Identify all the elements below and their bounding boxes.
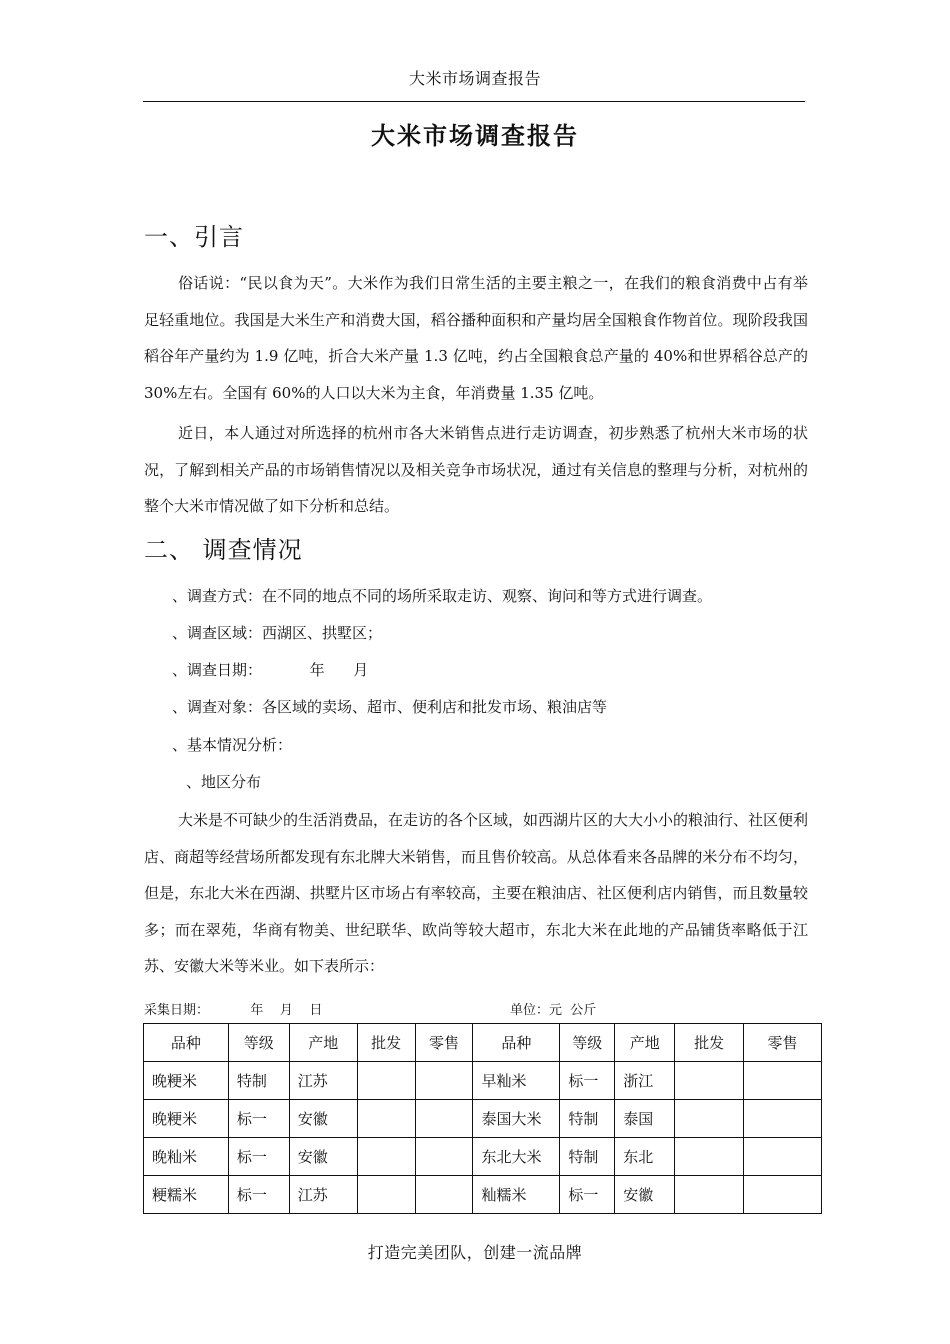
section-heading-intro: 一、引言 bbox=[144, 223, 244, 251]
table-cell: 东北大米 bbox=[473, 1138, 560, 1176]
table-cell bbox=[744, 1062, 822, 1100]
table-cell: 晚粳米 bbox=[144, 1100, 229, 1138]
table-cell bbox=[357, 1062, 415, 1100]
table-cell: 安徽 bbox=[289, 1100, 357, 1138]
column-header: 零售 bbox=[415, 1024, 473, 1062]
table-cell bbox=[744, 1100, 822, 1138]
table-cell: 特制 bbox=[228, 1062, 289, 1100]
table-cell: 标一 bbox=[560, 1062, 615, 1100]
table-cell: 晚粳米 bbox=[144, 1062, 229, 1100]
table-cell: 粳糯米 bbox=[144, 1176, 229, 1214]
table-cell: 浙江 bbox=[615, 1062, 675, 1100]
survey-item-region: 、调查区域：西湖区、拱墅区； bbox=[172, 624, 383, 642]
table-date-label: 采集日期： 年 月 日 bbox=[144, 1003, 323, 1018]
table-cell bbox=[415, 1100, 473, 1138]
table-cell bbox=[357, 1100, 415, 1138]
table-cell bbox=[744, 1138, 822, 1176]
table-cell bbox=[675, 1176, 744, 1214]
intro-paragraph-1: 俗话说：“民以食为天”。大米作为我们日常生活的主要主粮之一，在我们的粮食消费中占有举足轻重地位。我国是大米生产和消费大国，稻谷播种面积和产量均居全国粮食作物首位。现阶段我国稻谷年产量约为 1.9 亿吨，折合大米产量 1.3 亿吨，约占全国粮食总产量的 40%和世界稻谷总产的 30%左右。全国有 60%的人口以大米为主食，年消费量 1.35 亿吨。 bbox=[144, 274, 808, 402]
table-cell: 特制 bbox=[560, 1138, 615, 1176]
column-header: 品种 bbox=[144, 1024, 229, 1062]
column-header: 批发 bbox=[357, 1024, 415, 1062]
distribution-paragraph: 大米是不可缺少的生活消费品，在走访的各个区域，如西湖片区的大大小小的粮油行、社区便利店、商超等经营场所都发现有东北牌大米销售，而且售价较高。从总体看来各品牌的米分布不均匀，但是，东北大米在西湖、拱墅片区市场占有率较高，主要在粮油店、社区便利店内销售，而且数量较多；而在翠苑，华商有物美、世纪联华、欧尚等较大超市，东北大米在此地的产品铺货率略低于江苏、安徽大米等米业。如下表所示： bbox=[144, 811, 809, 976]
table-row bbox=[144, 1176, 822, 1214]
table-cell bbox=[357, 1176, 415, 1214]
table-cell: 籼糯米 bbox=[473, 1176, 560, 1214]
table-cell bbox=[415, 1176, 473, 1214]
survey-item-analysis: 、基本情况分析： bbox=[172, 736, 293, 754]
table-unit-label: 单位：元 公斤 bbox=[510, 1003, 597, 1018]
table-cell: 特制 bbox=[560, 1100, 615, 1138]
table-header-row bbox=[144, 1024, 822, 1062]
table-cell: 江苏 bbox=[289, 1062, 357, 1100]
table-cell: 东北 bbox=[615, 1138, 675, 1176]
column-header: 批发 bbox=[675, 1024, 744, 1062]
column-header: 品种 bbox=[473, 1024, 560, 1062]
survey-item-date: 、调查日期： 年 月 bbox=[172, 661, 369, 679]
table-cell bbox=[415, 1138, 473, 1176]
table-cell bbox=[675, 1138, 744, 1176]
rice-price-table bbox=[143, 1023, 822, 1214]
table-cell bbox=[415, 1062, 473, 1100]
survey-item-method: 、调查方式：在不同的地点不同的场所采取走访、观察、询问和等方式进行调查。 bbox=[172, 587, 713, 605]
table-cell: 标一 bbox=[228, 1100, 289, 1138]
table-cell bbox=[675, 1100, 744, 1138]
survey-subitem-distribution: 、地区分布 bbox=[186, 773, 262, 791]
table-cell: 江苏 bbox=[289, 1176, 357, 1214]
table-cell: 早籼米 bbox=[473, 1062, 560, 1100]
table-row bbox=[144, 1138, 822, 1176]
table-row bbox=[144, 1100, 822, 1138]
column-header: 产地 bbox=[615, 1024, 675, 1062]
header-divider bbox=[143, 101, 805, 102]
table-cell: 泰国 bbox=[615, 1100, 675, 1138]
table-row bbox=[144, 1062, 822, 1100]
column-header: 等级 bbox=[228, 1024, 289, 1062]
document-title: 大米市场调查报告 bbox=[371, 122, 579, 150]
section-heading-survey: 二、 调查情况 bbox=[144, 536, 303, 564]
column-header: 产地 bbox=[289, 1024, 357, 1062]
table-cell: 安徽 bbox=[615, 1176, 675, 1214]
table-cell: 标一 bbox=[228, 1138, 289, 1176]
intro-paragraph-2: 近日，本人通过对所选择的杭州市各大米销售点进行走访调查，初步熟悉了杭州大米市场的状况，了解到相关产品的市场销售情况以及相关竞争市场状况，通过有关信息的整理与分析，对杭州的整个大米市情况做了如下分析和总结。 bbox=[144, 424, 808, 516]
survey-item-target: 、调查对象：各区域的卖场、超市、便利店和批发市场、粮油店等 bbox=[172, 698, 608, 716]
table-cell: 泰国大米 bbox=[473, 1100, 560, 1138]
page-footer-slogan: 打造完美团队，创建一流品牌 bbox=[367, 1243, 583, 1262]
table-cell bbox=[357, 1138, 415, 1176]
column-header: 零售 bbox=[744, 1024, 822, 1062]
table-cell: 标一 bbox=[560, 1176, 615, 1214]
table-cell bbox=[744, 1176, 822, 1214]
table-cell: 晚籼米 bbox=[144, 1138, 229, 1176]
column-header: 等级 bbox=[560, 1024, 615, 1062]
table-cell: 标一 bbox=[228, 1176, 289, 1214]
page-header-title: 大米市场调查报告 bbox=[408, 69, 541, 88]
table-cell bbox=[675, 1062, 744, 1100]
table-cell: 安徽 bbox=[289, 1138, 357, 1176]
